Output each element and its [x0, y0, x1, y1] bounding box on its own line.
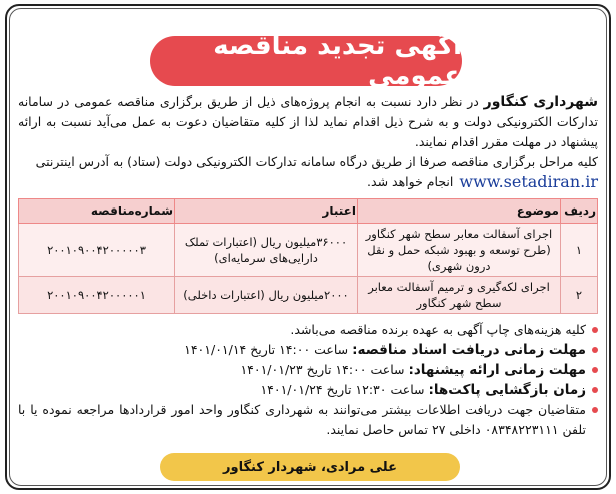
process-suffix: انجام خواهد شد.	[367, 174, 454, 189]
bullet-icon	[592, 407, 598, 413]
signature-text: علی مرادی، شهردار کنگاور	[223, 459, 397, 475]
table-row	[19, 277, 598, 314]
cell-mozu: اجرای آسفالت معابر سطح شهر کنگاور (طرح توسعه و بهبود شبکه حمل و نقل درون شهری)	[358, 224, 561, 277]
url-line	[18, 172, 598, 192]
list-item: متقاضیان جهت دریافت اطلاعات بیشتر می‌توانند به شهرداری کنگاور واحد امور قراردادها مراجعه نموده یا با تلفن ۰۸۳۴۸۲۲۳۱۱۱ داخلی ۲۷ تماس حاصل نمایند.	[18, 400, 598, 439]
process-paragraph	[18, 152, 598, 172]
setad-url-link[interactable]: www.setadiran.ir	[459, 172, 598, 191]
bullet-icon	[592, 327, 598, 333]
signature-badge	[160, 453, 460, 481]
notice-body	[18, 92, 598, 439]
list-item: مهلت زمانی ارائه پیشنهاد: ساعت ۱۴:۰۰ تاریخ ۱۴۰۱/۰۱/۲۳	[18, 360, 598, 380]
header-mozu: موضوع	[358, 199, 561, 224]
bullet-icon	[592, 367, 598, 373]
header-shomare: شماره‌مناقصه	[19, 199, 175, 224]
organization-name: شهرداری کنگاور	[483, 94, 598, 110]
list-item: کلیه هزینه‌های چاپ آگهی به عهده برنده مناقصه می‌باشد.	[18, 320, 598, 340]
cell-etebar: ۲۰۰۰میلیون ریال (اعتبارات داخلی)	[175, 277, 358, 314]
bullet-icon	[592, 347, 598, 353]
cell-radif: ۱	[561, 224, 598, 277]
cell-shomare: ۲۰۰۱۰۹۰۰۴۲۰۰۰۰۰۱	[19, 277, 175, 314]
list-item: مهلت زمانی دریافت اسناد مناقصه: ساعت ۱۴:۰۰ تاریخ ۱۴۰۱/۰۱/۱۴	[18, 340, 598, 360]
cell-shomare: ۲۰۰۱۰۹۰۰۴۲۰۰۰۰۰۳	[19, 224, 175, 277]
tender-table	[18, 198, 598, 314]
header-etebar: اعتبار	[175, 199, 358, 224]
title-banner	[150, 31, 462, 91]
process-text: کلیه مراحل برگزاری مناقصه صرفا از طریق درگاه سامانه تدارکات الکترونیکی دولت (ستاد) به آدرس اینترنتی	[35, 154, 598, 169]
table-header-row	[19, 199, 598, 224]
intro-paragraph	[18, 92, 598, 152]
table-row	[19, 224, 598, 277]
cell-radif: ۲	[561, 277, 598, 314]
list-item: زمان بازگشایی پاکت‌ها: ساعت ۱۲:۳۰ تاریخ ۱۴۰۱/۰۱/۲۴	[18, 380, 598, 400]
cell-mozu: اجرای لکه‌گیری و ترمیم آسفالت معابر سطح شهر کنگاور	[358, 277, 561, 314]
notes-list	[18, 320, 598, 439]
header-radif: ردیف	[561, 199, 598, 224]
page-title: آگهی تجدید مناقصه عمومی	[213, 31, 462, 91]
cell-etebar: ۳۶۰۰۰میلیون ریال (اعتبارات تملک دارایی‌های سرمایه‌ای)	[175, 224, 358, 277]
bullet-icon	[592, 387, 598, 393]
intro-text: در نظر دارد نسبت به انجام پروژه‌های ذیل از طریق برگزاری مناقصه عمومی در سامانه تدارکات الکترونیکی دولت و به شرح ذیل اقدام نماید لذا از کلیه متقاضیان دعوت به عمل می‌آید نسبت به ارائه پیشنهاد در مهلت مقرر اقدام نمایند.	[18, 94, 598, 149]
